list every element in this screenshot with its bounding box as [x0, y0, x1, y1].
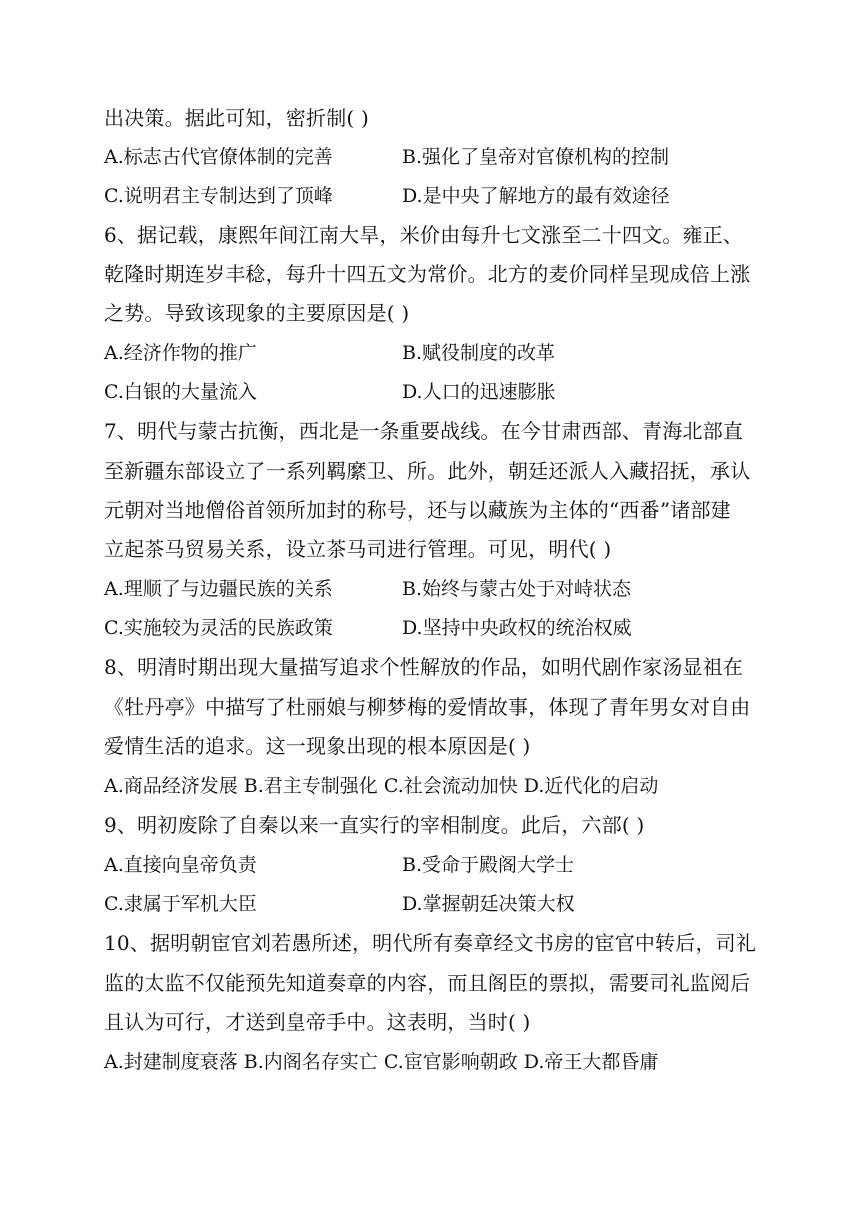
q6-stem-line-3: 之势。导致该现象的主要原因是( ): [104, 301, 410, 325]
q7-option-d: D.坚持中央政权的统治权威: [402, 617, 632, 639]
q9-option-d: D.掌握朝廷决策大权: [402, 893, 575, 915]
q6-option-d: D.人口的迅速膨胀: [402, 381, 556, 403]
q7-stem-line-2: 至新疆东部设立了一系列羁縻卫、所。此外，朝廷还派人入藏招抚，承认: [104, 459, 751, 483]
q5-option-a: A.标志古代官僚体制的完善: [104, 146, 333, 168]
q9-stem-line-1: 9、明初废除了自秦以来一直实行的宰相制度。此后，六部( ): [104, 813, 645, 837]
q5-option-d: D.是中央了解地方的最有效途径: [402, 185, 670, 207]
q7-option-b: B.始终与蒙古处于对峙状态: [402, 578, 632, 600]
q9-option-b: B.受命于殿阁大学士: [402, 854, 575, 876]
q10-stem-line-1: 10、据明朝宦官刘若愚所述，明代所有奏章经文书房的宦官中转后，司礼: [104, 931, 757, 955]
q8-stem-line-2: 《牡丹亭》中描写了杜丽娘与柳梦梅的爱情故事，体现了青年男女对自由: [104, 695, 751, 719]
q7-option-a: A.理顺了与边疆民族的关系: [104, 578, 333, 600]
q9-option-a: A.直接向皇帝负责: [104, 854, 257, 876]
q8-stem-line-1: 8、明清时期出现大量描写追求个性解放的作品，如明代剧作家汤显祖在: [104, 655, 744, 679]
q6-stem-line-1: 6、据记载，康熙年间江南大旱，米价由每升七文涨至二十四文。雍正、: [104, 223, 744, 247]
q7-stem-line-4: 立起茶马贸易关系，设立茶马司进行管理。可见，明代( ): [104, 537, 612, 561]
q7-stem-line-3: 元朝对当地僧俗首领所加封的称号，还与以藏族为主体的“西番”诸部建: [104, 498, 731, 522]
q10-stem-line-2: 监的太监不仅能预先知道奏章的内容，而且阁臣的票拟，需要司礼监阅后: [104, 971, 751, 995]
q6-option-a: A.经济作物的推广: [104, 342, 257, 364]
q8-options-line: A.商品经济发展 B.君主专制强化 C.社会流动加快 D.近代化的启动: [104, 775, 659, 797]
q5-option-b: B.强化了皇帝对官僚机构的控制: [402, 146, 670, 168]
q8-stem-line-3: 爱情生活的追求。这一现象出现的根本原因是( ): [104, 734, 531, 758]
q7-stem-line-1: 7、明代与蒙古抗衡，西北是一条重要战线。在今甘肃西部、青海北部直: [104, 419, 744, 443]
q10-stem-line-3: 且认为可行，才送到皇帝手中。这表明，当时( ): [104, 1010, 531, 1034]
q7-option-c: C.实施较为灵活的民族政策: [104, 617, 333, 639]
q10-options-line: A.封建制度衰落 B.内阁名存实亡 C.宦官影响朝政 D.帝王大都昏庸: [104, 1051, 659, 1073]
q6-stem-line-2: 乾隆时期连岁丰稔，每升十四五文为常价。北方的麦价同样呈现成倍上涨: [104, 262, 751, 286]
q6-option-c: C.白银的大量流入: [104, 381, 257, 403]
q5-stem-tail: 出决策。据此可知，密折制( ): [104, 106, 369, 130]
q5-option-c: C.说明君主专制达到了顶峰: [104, 185, 333, 207]
q6-option-b: B.赋役制度的改革: [402, 342, 556, 364]
q9-option-c: C.隶属于军机大臣: [104, 893, 257, 915]
